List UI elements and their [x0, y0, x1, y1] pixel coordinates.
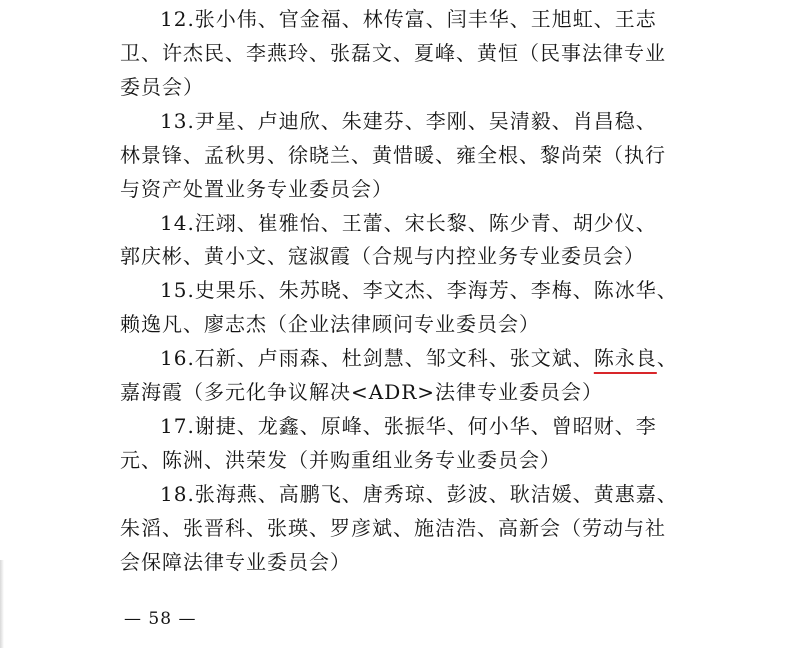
- text-line: 12.张小伟、官金福、林传富、闫丰华、王旭虹、王志: [160, 7, 657, 31]
- text-line: 会保障法律专业委员会）: [120, 550, 351, 574]
- text-line: 15.史果乐、朱苏晓、李文杰、李海芳、李梅、陈冰华、: [160, 278, 678, 302]
- text-line: 委员会）: [120, 75, 204, 99]
- page-number: — 58 —: [124, 609, 197, 629]
- text-line: 赖逸凡、廖志杰（企业法律顾问专业委员会）: [120, 312, 540, 336]
- text-line: 元、陈洲、洪荣发（并购重组业务专业委员会）: [120, 448, 561, 472]
- text-line: 18.张海燕、高鹏飞、唐秀琼、彭波、耿洁媛、黄惠嘉、: [160, 482, 678, 506]
- line16-suffix: 、: [656, 346, 678, 370]
- text-line: 卫、许杰民、李燕玲、张磊文、夏峰、黄恒（民事法律专业: [120, 41, 666, 65]
- line16-prefix: 16.石新、卢雨森、杜剑慧、邹文科、张文斌、: [160, 346, 594, 370]
- text-line: 朱滔、张晋科、张瑛、罗彦斌、施洁浩、高新会（劳动与社: [120, 516, 666, 540]
- text-line: 与资产处置业务专业委员会）: [120, 177, 393, 201]
- text-line: 14.汪翊、崔雅怡、王蕾、宋长黎、陈少青、胡少仪、: [160, 211, 657, 235]
- text-line: 林景锋、孟秋男、徐晓兰、黄惜暖、雍全根、黎尚荣（执行: [120, 143, 666, 167]
- scan-edge-shadow: [0, 560, 4, 648]
- text-line: 郭庆彬、黄小文、寇淑霞（合规与内控业务专业委员会）: [120, 244, 645, 268]
- text-line: 13.尹星、卢迪欣、朱建芬、李刚、吴清毅、肖昌稳、: [160, 109, 657, 133]
- text-line: 嘉海霞（多元化争议解决<ADR>法律专业委员会）: [120, 380, 604, 404]
- text-line: 17.谢捷、龙鑫、原峰、张振华、何小华、曾昭财、李: [160, 414, 657, 438]
- underlined-name: 陈永良: [593, 346, 657, 370]
- text-line-16: [160, 343, 678, 373]
